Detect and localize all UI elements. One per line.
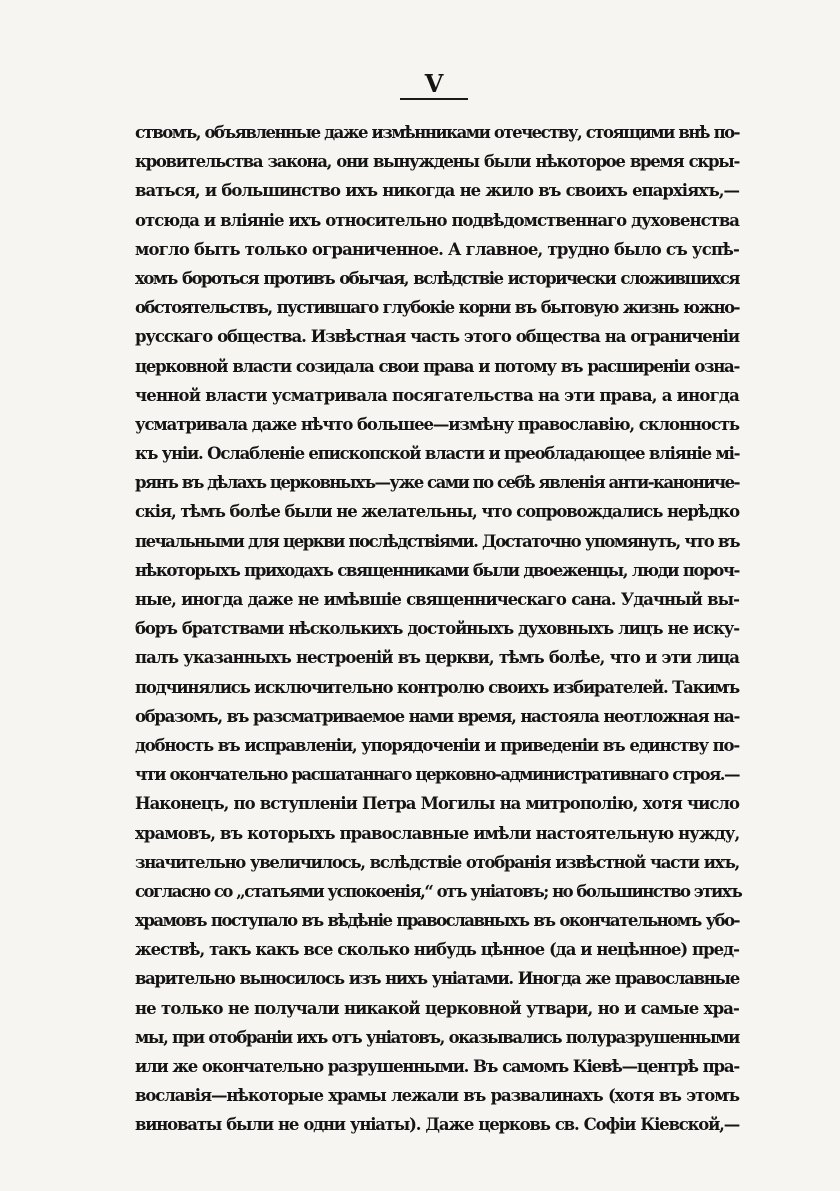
text-line: Наконецъ, по вступленіи Петра Могилы на митрополію, хотя число	[135, 794, 739, 814]
text-line: образомъ, въ разсматриваемое нами время, настояла неотложная на-	[135, 706, 739, 726]
page-number: V	[424, 69, 444, 98]
text-line: русскаго общества. Извѣстная часть этого общества на ограниченіи	[135, 327, 739, 347]
text-line: храмовъ поступало въ вѣдѣніе православныхъ въ окончательномъ убо-	[135, 911, 739, 931]
text-line: значительно увеличилось, вслѣдствіе отобранія извѣстной части ихъ,	[135, 852, 739, 872]
text-line: ствомъ, объявленные даже измѣнниками отечеству, стоящими внѣ по-	[135, 123, 739, 142]
text-line: храмовъ, въ которыхъ православные имѣли настоятельную нужду,	[135, 823, 740, 843]
text-line: ваться, и большинство ихъ никогда не жило въ своихъ епархіяхъ,—	[135, 181, 739, 201]
text-line: согласно со „статьями успокоенія,“ отъ уніатовъ; но большинство этихъ	[135, 881, 742, 901]
text-line: или же окончательно разрушенными. Въ самомъ Кіевѣ—центрѣ пра-	[135, 1057, 739, 1076]
text-line: могло быть только ограниченное. А главное, трудно было съ успѣ-	[135, 239, 740, 259]
text-line: церковной власти созидала свои права и потому въ расширеніи озна-	[135, 356, 739, 376]
text-line: хомъ бороться противъ обычая, вслѣдствіе исторически сложившихся	[135, 268, 739, 288]
text-line: обстоятельствъ, пустившаго глубокіе корни въ бытовую жизнь южно-	[135, 298, 739, 318]
text-line: подчинялись исключительно контролю своихъ избирателей. Такимъ	[135, 677, 739, 697]
text-line: рянъ въ дѣлахъ церковныхъ—уже сами по себѣ явленія анти-канониче-	[135, 473, 739, 493]
header-rule	[400, 98, 468, 100]
body-text	[135, 118, 742, 1140]
text-line: нѣкоторыхъ приходахъ священниками были двоеженцы, люди пороч-	[135, 560, 739, 580]
text-line: мы, при отобраніи ихъ отъ уніатовъ, оказывались полуразрушенными	[135, 1027, 739, 1047]
text-line: печальными для церкви послѣдствіями. Достаточно упомянуть, что въ	[135, 531, 739, 551]
text-line: виноваты были не одни уніаты). Даже церковь св. Софіи Кіевской,—	[135, 1115, 739, 1135]
text-line: ные, иногда даже не имѣвшіе священническаго сана. Удачный вы-	[135, 590, 739, 609]
text-line: жествѣ, такъ какъ все сколько нибудь цѣнное (да и нецѣнное) пред-	[135, 940, 739, 960]
text-line: боръ братствами нѣсколькихъ достойныхъ духовныхъ лицъ не иску-	[135, 619, 739, 639]
text-line: кровительства закона, они вынуждены были нѣкоторое время скры-	[135, 152, 739, 172]
text-line: не только не получали никакой церковной утвари, но и самые хра-	[135, 998, 739, 1018]
text-line: добность въ исправленіи, упорядоченіи и приведеніи въ единству по-	[135, 735, 739, 755]
text-line: отсюда и вліяніе ихъ относительно подвѣдомственнаго духовенства	[135, 210, 739, 230]
text-line: варительно выносилось изъ нихъ уніатами. Иногда же православные	[135, 969, 739, 989]
text-line: усматривала даже нѣчто большее—измѣну православію, склонность	[135, 414, 739, 434]
text-line: ченной власти усматривала посягательства на эти права, а иногда	[135, 385, 739, 405]
text-line: скія, тѣмъ болѣе были не желательны, что сопровождались нерѣдко	[135, 502, 739, 522]
text-line: вославія—нѣкоторые храмы лежали въ развалинахъ (хотя въ этомъ	[135, 1086, 739, 1106]
text-line: къ уніи. Ослабленіе епископской власти и преобладающее вліяніе мі-	[135, 444, 740, 464]
text-line: чти окончательно расшатаннаго церковно-административнаго строя.—	[135, 765, 739, 785]
text-line: палъ указанныхъ нестроеній въ церкви, тѣмъ болѣе, что и эти лица	[135, 648, 739, 668]
